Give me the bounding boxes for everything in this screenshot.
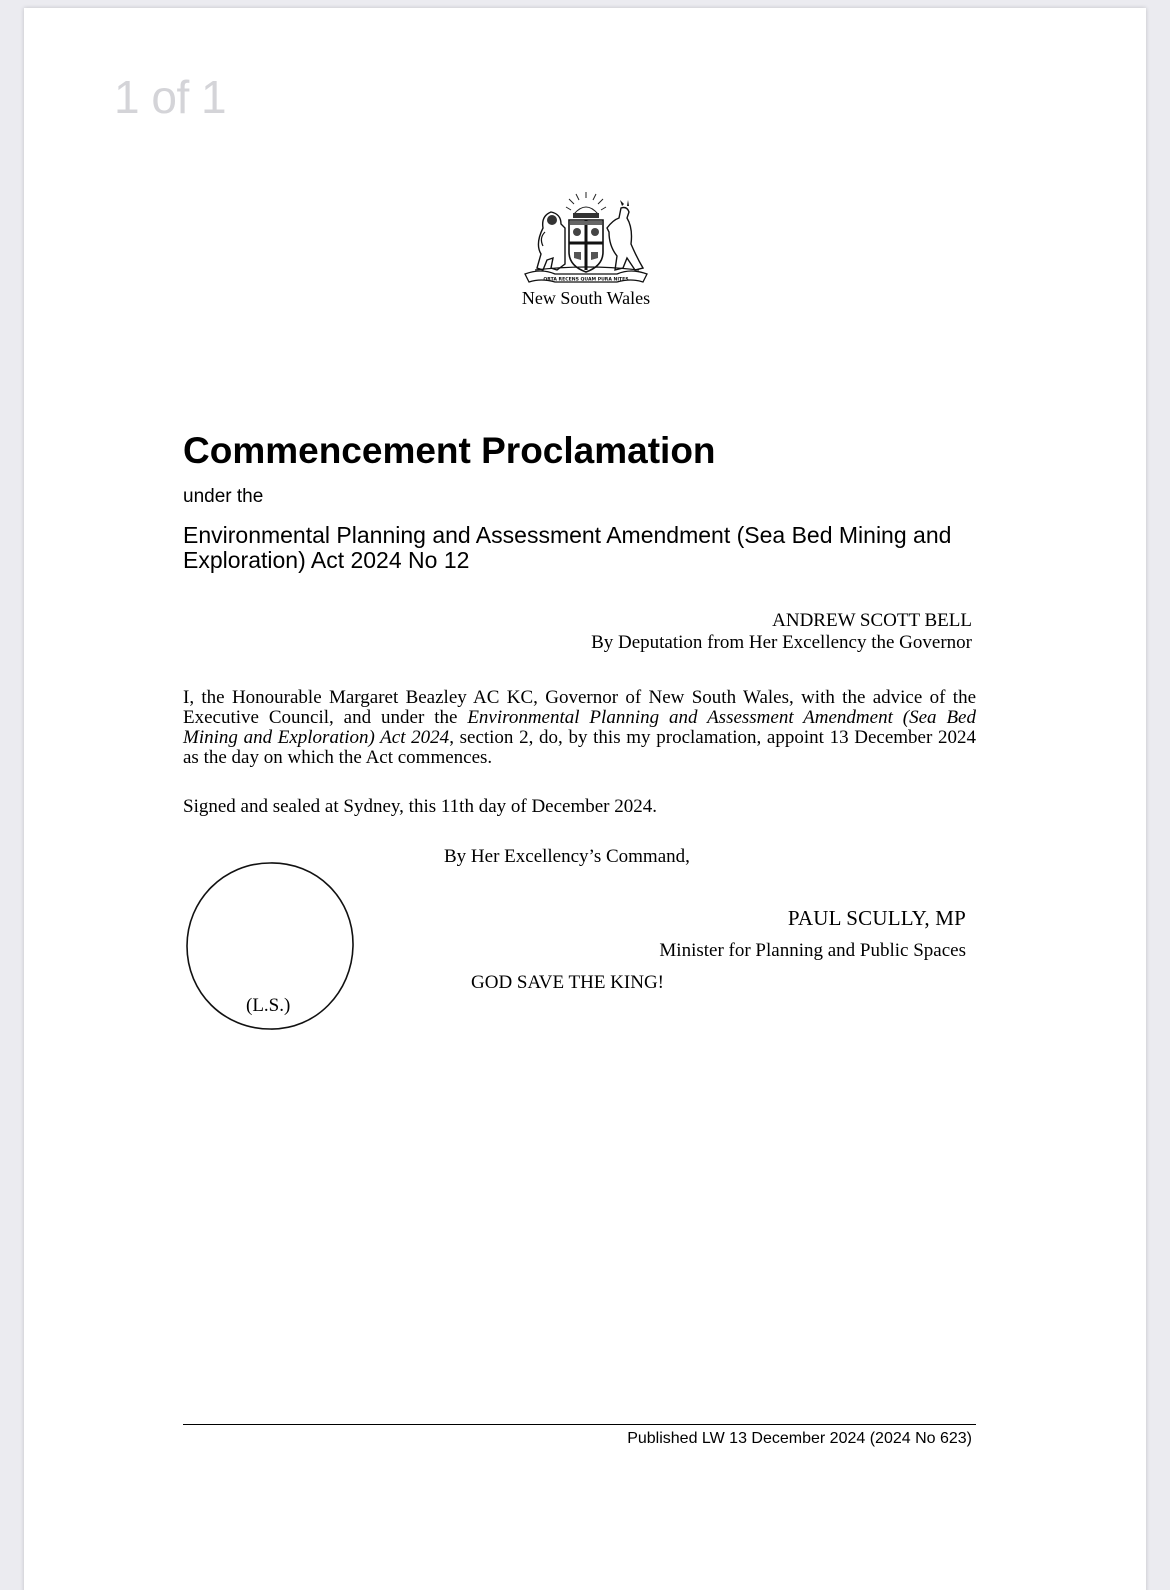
proclamation-paragraph	[183, 688, 976, 768]
deputy-name: ANDREW SCOTT BELL	[772, 610, 972, 631]
paragraph-part-2: , section 2, do, by this my proclamation, appoint 13 December 2024 as the day on which the Act commences.	[183, 727, 976, 768]
document-page[interactable]	[24, 8, 1146, 1590]
paragraph-part-1: I, the Honourable Margaret Beazley AC KC, Governor of New South Wales, with the advice of the Executive Council, and under the	[183, 687, 976, 728]
under-the-label: under the	[183, 486, 264, 507]
nsw-coat-of-arms-icon	[521, 188, 651, 288]
page-counter: 1 of 1	[114, 71, 227, 123]
signed-line: Signed and sealed at Sydney, this 11th day of December 2024.	[183, 796, 658, 817]
seal-label: (L.S.)	[246, 995, 291, 1016]
act-name: Environmental Planning and Assessment Amendment (Sea Bed Mining and Exploration) Act 2024 No 12	[183, 522, 952, 573]
deputy-role: By Deputation from Her Excellency the Governor	[591, 632, 972, 653]
minister-name: PAUL SCULLY, MP	[787, 906, 966, 930]
crest-caption: New South Wales	[521, 288, 651, 308]
minister-title: Minister for Planning and Public Spaces	[659, 940, 966, 961]
command-line: By Her Excellency’s Command,	[444, 846, 690, 867]
crest-motto: ORTA RECENS QUAM PURA NITES	[543, 277, 629, 283]
footer-divider	[183, 1424, 976, 1425]
closing-line: GOD SAVE THE KING!	[471, 972, 664, 993]
document-title: Commencement Proclamation	[183, 430, 716, 471]
published-footer: Published LW 13 December 2024 (2024 No 623)	[627, 1430, 972, 1447]
act-title-italic: Environmental Planning and Assessment Amendment (Sea Bed Mining and Exploration) Act 2024	[183, 707, 976, 748]
